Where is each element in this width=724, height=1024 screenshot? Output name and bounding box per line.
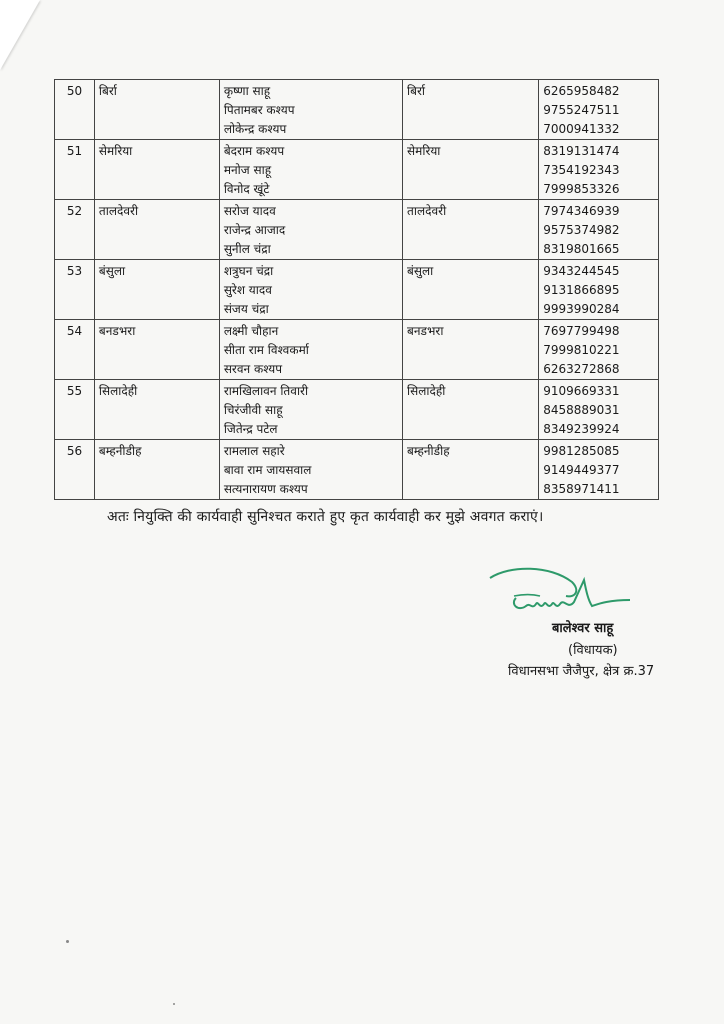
table-row [55, 260, 659, 320]
village-cell [94, 80, 219, 140]
person-name: लोकेन्द्र कश्यप [223, 122, 287, 136]
person-name: सरोज यादव [223, 204, 276, 218]
phones-cell [539, 80, 659, 140]
village-cell [94, 320, 219, 380]
table-row [55, 80, 659, 140]
table-row [55, 380, 659, 440]
phone-number: 9131866895 [543, 283, 620, 297]
person-name: मनोज साहू [223, 163, 272, 177]
phones-cell [539, 380, 659, 440]
village-cell [94, 200, 219, 260]
names-cell [219, 440, 402, 500]
place-cell [403, 380, 539, 440]
paper-speck [173, 1003, 175, 1005]
signature-block [480, 560, 680, 690]
serial-number-cell: 54 [55, 320, 95, 380]
phone-number: 9575374982 [543, 223, 620, 237]
paper-speck [66, 940, 69, 943]
phone-number: 7974346939 [543, 204, 620, 218]
cell-text: बम्हनीडीह [98, 444, 142, 458]
person-name: संजय चंद्रा [223, 302, 269, 316]
person-name: बेदराम कश्यप [223, 144, 285, 158]
phone-number: 7354192343 [543, 163, 620, 177]
phone-number: 8319801665 [543, 242, 620, 256]
phone-number: 9755247511 [543, 103, 620, 117]
names-cell [219, 320, 402, 380]
names-cell [219, 140, 402, 200]
cell-text: बम्हनीडीह [407, 444, 450, 458]
cell-text: बिर्रा [407, 84, 426, 98]
serial-number-cell: 51 [55, 140, 95, 200]
folded-corner [0, 0, 40, 70]
names-cell [219, 380, 402, 440]
table-row [55, 440, 659, 500]
signatory-name: बालेश्वर साहू [552, 621, 614, 636]
serial-number-cell: 55 [55, 380, 95, 440]
person-name: विनोद खूंटे [223, 182, 270, 196]
village-cell [94, 140, 219, 200]
place-cell [403, 80, 539, 140]
cell-text: सिलादेही [98, 384, 138, 398]
person-name: लक्ष्मी चौहान [223, 324, 279, 338]
table-row [55, 140, 659, 200]
cell-text: बंसुला [98, 264, 126, 278]
serial-number-cell: 52 [55, 200, 95, 260]
phone-number: 7999853326 [543, 182, 620, 196]
cell-text: सेमरिया [98, 144, 133, 158]
phones-cell [539, 440, 659, 500]
names-cell [219, 80, 402, 140]
cell-text: तालदेवरी [407, 204, 447, 218]
place-cell [403, 260, 539, 320]
person-name: शत्रुघन चंद्रा [223, 264, 274, 278]
person-name: सीता राम विश्वकर्मा [223, 343, 309, 357]
phone-number: 8349239924 [543, 422, 620, 436]
phone-number: 9981285085 [543, 444, 620, 458]
person-name: जितेन्द्र पटेल [223, 422, 278, 436]
place-cell [403, 200, 539, 260]
person-name: पितामबर कश्यप [223, 103, 295, 117]
closing-statement: अतः नियुक्ति की कार्यवाही सुनिश्चत कराते हुए कृत कार्यवाही कर मुझे अवगत कराएं। [107, 509, 544, 525]
phone-number: 8319131474 [543, 144, 620, 158]
person-name: सुरेश यादव [223, 283, 272, 297]
names-cell [219, 260, 402, 320]
phone-number: 8358971411 [543, 482, 620, 496]
appointment-table [54, 79, 659, 500]
phone-number: 7999810221 [543, 343, 620, 357]
phone-number: 9109669331 [543, 384, 620, 398]
phones-cell [539, 320, 659, 380]
village-cell [94, 380, 219, 440]
signatory-constituency: विधानसभा जैजैपुर, क्षेत्र क्र.37 [508, 664, 655, 679]
serial-number-cell: 53 [55, 260, 95, 320]
place-cell [403, 440, 539, 500]
phone-number: 9993990284 [543, 302, 620, 316]
phones-cell [539, 140, 659, 200]
phone-number: 9343244545 [543, 264, 620, 278]
cell-text: बनडभरा [98, 324, 136, 338]
phones-cell [539, 200, 659, 260]
cell-text: सेमरिया [407, 144, 441, 158]
person-name: सुनील चंद्रा [223, 242, 271, 256]
person-name: चिरंजीवी साहू [223, 403, 283, 417]
phone-number: 7000941332 [543, 122, 620, 136]
cell-text: सिलादेही [407, 384, 446, 398]
names-cell [219, 200, 402, 260]
phone-number: 8458889031 [543, 403, 620, 417]
phones-cell [539, 260, 659, 320]
phone-number: 9149449377 [543, 463, 620, 477]
phone-number: 7697799498 [543, 324, 620, 338]
village-cell [94, 440, 219, 500]
person-name: रामखिलावन तिवारी [223, 384, 309, 398]
phone-number: 6263272868 [543, 362, 620, 376]
cell-text: तालदेवरी [98, 204, 139, 218]
serial-number-cell: 56 [55, 440, 95, 500]
table-row [55, 320, 659, 380]
person-name: राजेन्द्र आजाद [223, 223, 286, 237]
phone-number: 6265958482 [543, 84, 620, 98]
person-name: सरवन कश्यप [223, 362, 283, 376]
table-row [55, 200, 659, 260]
serial-number-cell: 50 [55, 80, 95, 140]
place-cell [403, 320, 539, 380]
table-body [55, 80, 659, 500]
cell-text: बंसुला [407, 264, 434, 278]
person-name: बावा राम जायसवाल [223, 463, 312, 477]
signatory-role: (विधायक) [568, 643, 618, 658]
person-name: कृष्णा साहू [223, 84, 271, 98]
cell-text: बनडभरा [407, 324, 444, 338]
cell-text: बिर्रा [98, 84, 117, 98]
place-cell [403, 140, 539, 200]
person-name: सत्यनारायण कश्यप [223, 482, 308, 496]
village-cell [94, 260, 219, 320]
person-name: रामलाल सहारे [223, 444, 285, 458]
